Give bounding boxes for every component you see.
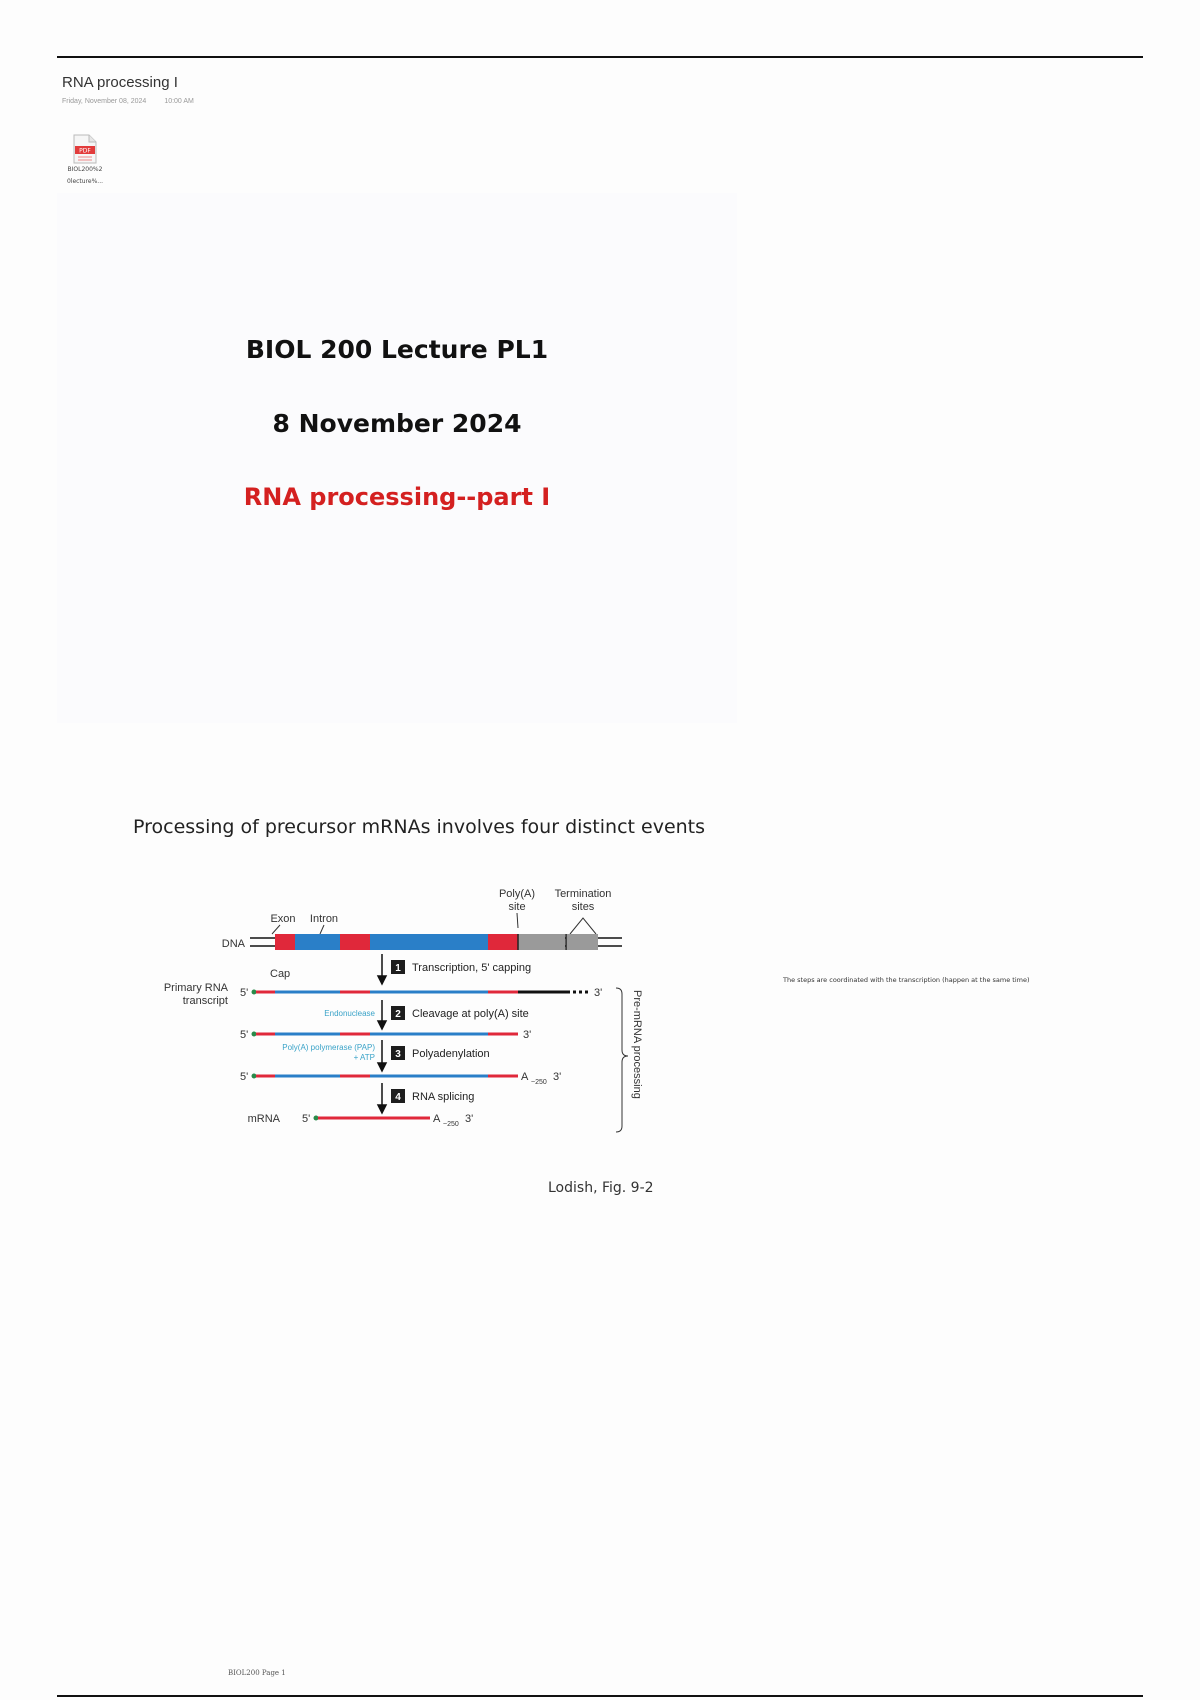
polya-site-label: Poly(A) [498,888,536,900]
dna-exon-1 [275,934,295,950]
primary-3prime: 3' [594,987,603,999]
primary-transcript-label-2: transcript [182,995,228,1007]
pap-label: Poly(A) polymerase (PAP) [282,1043,375,1052]
cleaved-5prime: 5' [240,1029,249,1041]
pre-mrna-processing-bracket [616,988,628,1132]
step2-number: 2 [395,1009,401,1020]
cap-label: Cap [270,968,291,980]
primary-5prime: 5' [240,987,249,999]
pdf-attachment[interactable] [60,134,110,188]
attachment-filename-line1: BIOL200%2 [67,166,103,173]
step3-number: 3 [395,1049,401,1060]
note-time: 10:00 AM [164,98,194,105]
polyadenylated-tail-a: A [521,1071,529,1083]
pdf-file-icon [72,134,98,164]
mrna-tail-length: ~250 [443,1121,459,1128]
dna-exon-2 [340,934,370,950]
note-date: Friday, November 08, 2024 [62,98,147,105]
polya-site-pointer [517,913,518,928]
exon-label: Exon [270,913,296,925]
step4-number: 4 [395,1092,401,1103]
pre-mrna-processing-figure [150,880,670,1140]
svg-text:PDF: PDF [79,147,91,155]
intron-label: Intron [309,913,339,925]
top-rule [57,56,1143,58]
dna-downstream-1 [518,934,565,950]
polyadenylated-5prime: 5' [240,1071,249,1083]
step2-text: Cleavage at poly(A) site [412,1008,529,1020]
dna-intron-1 [295,934,340,950]
polyadenylated-3prime: 3' [553,1071,562,1083]
attachment-filename-line2: 0lecture%... [66,178,104,185]
lecture-topic: RNA processing--part I [243,483,551,511]
termination-pointer [570,918,596,934]
exon-pointer [272,925,280,934]
primary-transcript-label: Primary RNA [163,982,228,994]
slide-heading: Processing of precursor mRNAs involves four distinct events [133,816,706,838]
dna-intron-2 [370,934,488,950]
step4-text: RNA splicing [412,1091,475,1103]
dna-label: DNA [221,938,245,950]
lecture-date: 8 November 2024 [272,409,522,438]
intron-pointer [320,925,324,934]
bottom-rule [57,1695,1143,1697]
polyadenylated-tail-length: ~250 [531,1079,547,1086]
mrna-tail-a: A [433,1113,441,1125]
lecture-title: BIOL 200 Lecture PL1 [245,335,549,364]
dna-downstream-2 [566,934,598,950]
termination-label-2: sites [571,901,595,913]
note-metadata [62,98,194,105]
pap-label-2: + ATP [353,1053,375,1062]
primary-cap-dot [252,990,257,995]
title-slide [57,193,737,723]
cleaved-3prime: 3' [523,1029,532,1041]
mrna-3prime: 3' [465,1113,474,1125]
page-footer: BIOL200 Page 1 [228,1669,286,1677]
termination-label: Termination [554,888,612,900]
note-title: RNA processing I [62,74,178,91]
step3-text: Polyadenylation [412,1048,490,1060]
mrna-label: mRNA [247,1113,280,1125]
dna-exon-3 [488,934,518,950]
step1-number: 1 [395,963,401,974]
polya-site-label-2: site [508,901,526,913]
handwritten-side-note: The steps are coordinated with the transcription (happen at the same time) [783,976,1030,984]
step1-text: Transcription, 5' capping [412,962,532,974]
figure-caption: Lodish, Fig. 9-2 [548,1180,654,1196]
mrna-5prime: 5' [302,1113,311,1125]
endonuclease-label: Endonuclease [324,1009,375,1018]
pre-mrna-processing-label: Pre-mRNA processing [631,990,643,1099]
